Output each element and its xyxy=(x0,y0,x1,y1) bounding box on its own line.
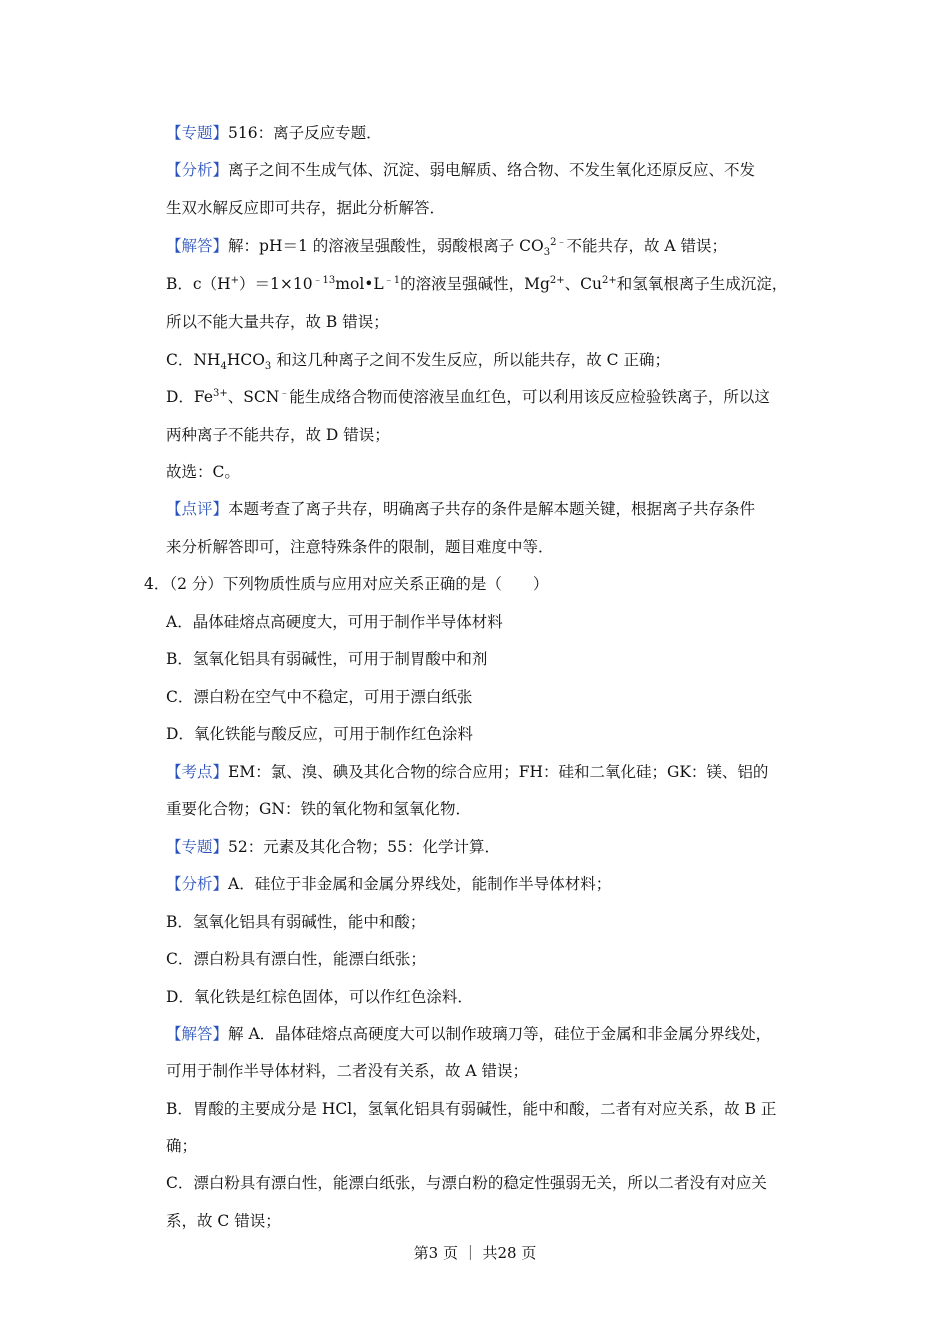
option-a: A．晶体硅熔点高硬度大，可用于制作半导体材料 xyxy=(166,613,503,631)
topic-line: 【专题】52：元素及其化合物；55：化学计算． xyxy=(166,838,500,856)
answer-line: C．漂白粉具有漂白性，能漂白纸张，与漂白粉的稳定性强弱无关，所以二者没有对应关 xyxy=(166,1174,767,1192)
analysis-line: 生双水解反应即可共存，据此分析解答． xyxy=(166,199,446,217)
option-c: C．漂白粉在空气中不稳定，可用于漂白纸张 xyxy=(166,688,473,706)
answer-line: B．胃酸的主要成分是 HCl，氢氧化铝具有弱碱性，能中和酸，二者有对应关系，故 B 正 xyxy=(166,1100,777,1118)
topic-tag: 【专题】 xyxy=(166,838,229,856)
answer-line: 【解答】解 A．晶体硅熔点高硬度大可以制作玻璃刀等，硅位于金属和非金属分界线处， xyxy=(166,1025,772,1043)
analysis-line: B．氢氧化铝具有弱碱性，能中和酸； xyxy=(166,913,426,931)
knowledge-tag: 【考点】 xyxy=(166,763,229,781)
answer-line: C．$NH_4HCO_3$ 和这几种离子之间不发生反应，所以能共存，故 C 正确； xyxy=(166,351,670,373)
option-b: B．氢氧化铝具有弱碱性，可用于制胃酸中和剂 xyxy=(166,650,488,668)
answer-tag: 【解答】 xyxy=(166,1025,229,1043)
answer-choice: 故选：C。 xyxy=(166,463,240,481)
knowledge-line: 重要化合物；GN：铁的氧化物和氢氧化物． xyxy=(166,800,471,818)
analysis-tag: 【分析】 xyxy=(166,161,229,179)
answer-line: 可用于制作半导体材料，二者没有关系，故 A 错误； xyxy=(166,1062,529,1080)
analysis-line: D．氧化铁是红棕色固体，可以作红色涂料． xyxy=(166,988,473,1006)
comment-line: 【点评】本题考查了离子共存，明确离子共存的条件是解本题关键，根据离子共存条件 xyxy=(166,500,756,518)
answer-tag: 【解答】 xyxy=(166,237,229,255)
answer-line: B．$c(H^+)=1\times 10^{﹣13}mol•L^{﹣1}$的溶液呈强碱性，$Mg^{2+}$、$Cu^{2+}$和氢氧根离子生成沉淀， xyxy=(166,274,788,293)
answer-line: 确； xyxy=(166,1137,198,1155)
answer-line: 系，故 C 错误； xyxy=(166,1212,281,1230)
answer-line: D．$Fe^{3+}$、SCN﹣能生成络合物而使溶液呈血红色，可以利用该反应检验铁离子，所以这 xyxy=(166,387,770,406)
topic-tag: 【专题】 xyxy=(166,124,229,142)
page-number: 第3 页 ｜ 共28 页 xyxy=(413,1244,537,1262)
answer-line: 两种离子不能共存，故 D 错误； xyxy=(166,426,390,444)
analysis-tag: 【分析】 xyxy=(166,875,229,893)
analysis-line: 【分析】A．硅位于非金属和金属分界线处，能制作半导体材料； xyxy=(166,875,612,893)
answer-line: 所以不能大量共存，故 B 错误； xyxy=(166,313,389,331)
comment-tag: 【点评】 xyxy=(166,500,229,518)
analysis-line: 【分析】离子之间不生成气体、沉淀、弱电解质、络合物、不发生氧化还原反应、不发 xyxy=(166,161,756,179)
analysis-line: C．漂白粉具有漂白性，能漂白纸张； xyxy=(166,950,426,968)
question-stem: 4．（2 分）下列物质性质与应用对应关系正确的是（ ） xyxy=(144,575,549,593)
topic-line: 【专题】516：离子反应专题． xyxy=(166,124,382,142)
comment-line: 来分析解答即可，注意特殊条件的限制，题目难度中等． xyxy=(166,538,554,556)
answer-line: 【解答】解：pH＝1 的溶液呈强酸性，弱酸根离子 $CO_3^{2﹣}$不能共存，故 A 错误； xyxy=(166,236,728,259)
knowledge-line: 【考点】EM：氯、溴、碘及其化合物的综合应用；FH：硅和二氧化硅；GK：镁、铝的 xyxy=(166,763,769,781)
option-d: D．氧化铁能与酸反应，可用于制作红色涂料 xyxy=(166,725,473,743)
